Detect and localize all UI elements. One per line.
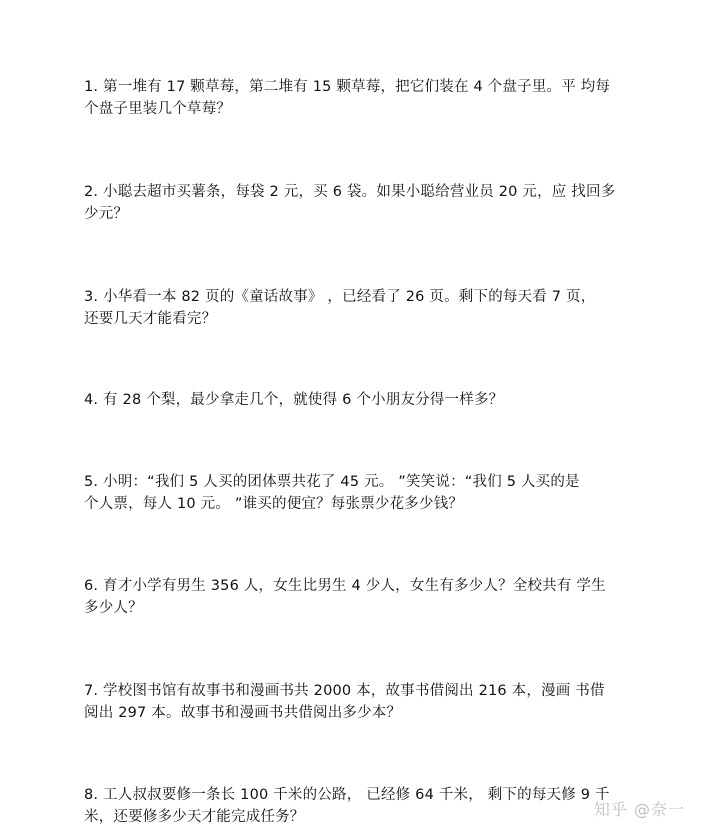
question-6-line-2: 多少人？: [84, 600, 143, 616]
question-6: [84, 575, 644, 619]
question-4: [84, 389, 644, 411]
question-5-line-1: 5. 小明：“我们 5 人买的团体票共花了 45 元。 ”笑笑说：“我们 5 人买的是: [84, 474, 580, 490]
question-5-line-2: 个人票，每人 10 元。 ”谁买的便宜？每张票少花多少钱？: [84, 496, 464, 512]
question-1-line-2: 个盘子里装几个草莓？: [84, 101, 231, 117]
question-6-line-1: 6. 育才小学有男生 356 人，女生比男生 4 少人，女生有多少人？全校共有 学生: [84, 578, 606, 594]
question-3: [84, 286, 644, 330]
question-8: [84, 784, 644, 828]
question-2-line-2: 少元？: [84, 206, 129, 222]
question-1-line-1: 1. 第一堆有 17 颗草莓，第二堆有 15 颗草莓，把它们装在 4 个盘子里。平 均每: [84, 79, 611, 95]
question-8-line-1: 8. 工人叔叔要修一条长 100 千米的公路， 已经修 64 千米， 剩下的每天修 9 千: [84, 787, 610, 803]
question-3-line-1: 3. 小华看一本 82 页的《童话故事》 ，已经看了 26 页。剩下的每天看 7 页，: [84, 289, 596, 305]
question-1: [84, 76, 644, 120]
question-4-line-1: 4. 有 28 个梨，最少拿走几个，就使得 6 个小朋友分得一样多？: [84, 392, 504, 408]
question-2: [84, 181, 644, 225]
question-2-line-1: 2. 小聪去超市买薯条，每袋 2 元，买 6 袋。如果小聪给营业员 20 元，应 找回多: [84, 184, 616, 200]
question-7-line-1: 7. 学校图书馆有故事书和漫画书共 2000 本，故事书借阅出 216 本，漫画 书借: [84, 683, 605, 699]
question-7-line-2: 阅出 297 本。故事书和漫画书共借阅出多少本？: [84, 705, 402, 721]
question-3-line-2: 还要几天才能看完？: [84, 311, 217, 327]
question-5: [84, 471, 644, 515]
question-8-line-2: 米，还要修多少天才能完成任务？: [84, 809, 305, 825]
question-7: [84, 680, 644, 724]
watermark: 知乎 @奈一: [593, 800, 685, 819]
